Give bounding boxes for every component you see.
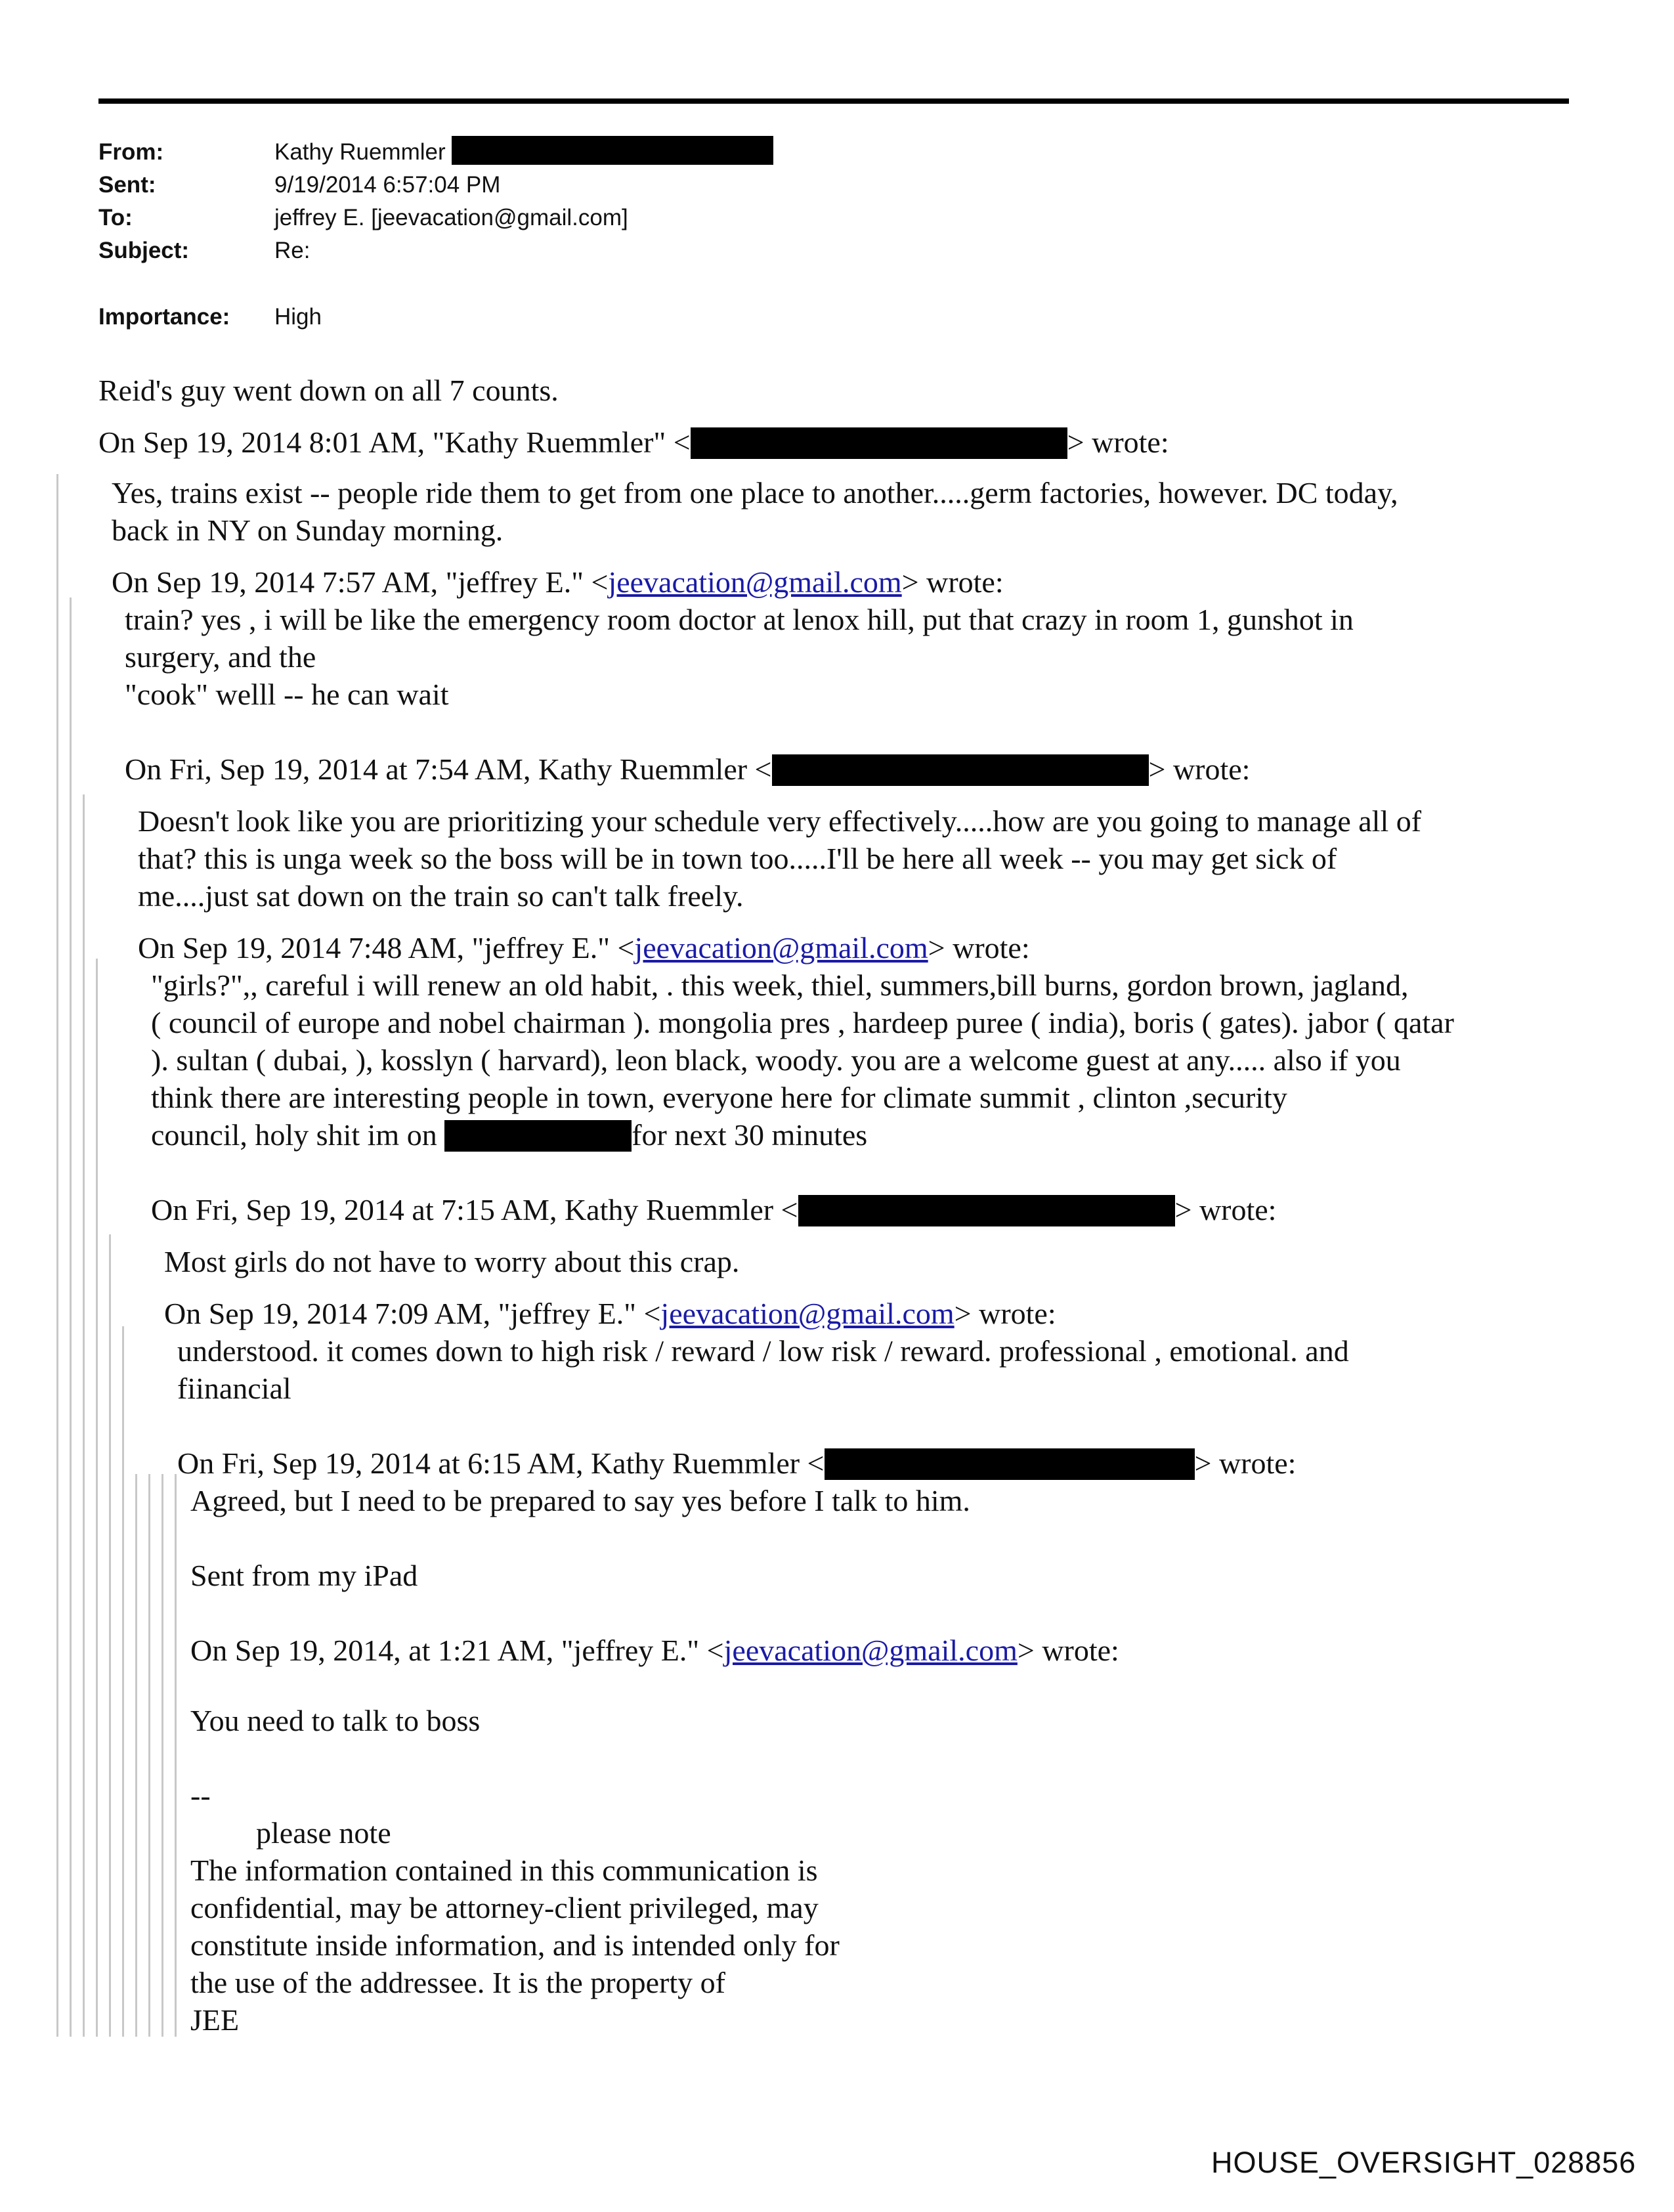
quote-attribution: On Sep 19, 2014 8:01 AM, "Kathy Ruemmler" < > wrote: (98, 425, 1169, 459)
subject-label: Subject: (98, 238, 190, 263)
quote-bar (70, 597, 72, 2037)
body-line: Yes, trains exist -- people ride them to get from one place to another.....germ factories, however. DC today, (112, 476, 1398, 510)
quote-bar (175, 1474, 177, 2037)
quote-bar (109, 1234, 111, 2037)
header-rule (98, 98, 1569, 104)
quote-bar (148, 1474, 150, 2037)
redaction (444, 1120, 632, 1152)
body-line: back in NY on Sunday morning. (112, 513, 504, 547)
quote-bar (83, 794, 85, 2037)
body-line: You need to talk to boss (190, 1704, 481, 1737)
signature-line: confidential, may be attorney-client privileged, may (190, 1891, 819, 1924)
body-line: train? yes , i will be like the emergency room doctor at lenox hill, put that crazy in room 1, gunshot in (125, 603, 1354, 636)
redaction (825, 1448, 1195, 1480)
from-value: Kathy Ruemmler (274, 139, 446, 165)
body-line: Reid's guy went down on all 7 counts. (98, 374, 559, 407)
body-line: think there are interesting people in town, everyone here for climate summit , clinton ,security (151, 1081, 1287, 1114)
quote-attribution: On Fri, Sep 19, 2014 at 7:15 AM, Kathy Ruemmler < > wrote: (151, 1193, 1277, 1226)
body-line: fiinancial (177, 1372, 291, 1405)
email-link[interactable]: jeevacation@gmail.com (608, 565, 902, 599)
body-line: Most girls do not have to worry about this crap. (164, 1245, 740, 1278)
quote-bar (135, 1474, 137, 2037)
body-line: me....just sat down on the train so can't talk freely. (138, 879, 744, 913)
importance-value: High (274, 304, 322, 330)
body-line: Sent from my iPad (190, 1559, 418, 1592)
email-link[interactable]: jeevacation@gmail.com (723, 1634, 1018, 1667)
quote-attribution: On Sep 19, 2014 7:09 AM, "jeffrey E." <jeevacation@gmail.com> wrote: (164, 1297, 1056, 1330)
signature-line: the use of the addressee. It is the property of (190, 1966, 725, 1999)
from-label: From: (98, 139, 164, 165)
quote-attribution: On Sep 19, 2014 7:48 AM, "jeffrey E." <jeevacation@gmail.com> wrote: (138, 931, 1030, 965)
quote-attribution: On Fri, Sep 19, 2014 at 6:15 AM, Kathy Ruemmler < > wrote: (177, 1446, 1297, 1480)
body-line: "cook" welll -- he can wait (125, 678, 449, 711)
body-line: that? this is unga week so the boss will be in town too.....I'll be here all week -- you may get sick of (138, 842, 1337, 875)
quote-bar (56, 474, 58, 2037)
body-line: ( council of europe and nobel chairman ). mongolia pres , hardeep puree ( india), boris ( gates). jabor ( qatar (151, 1006, 1454, 1039)
body-line: "girls?",, careful i will renew an old habit, . this week, thiel, summers,bill burns, gordon brown, jagland, (151, 968, 1409, 1002)
redaction (798, 1195, 1175, 1226)
signature-line: The information contained in this communication is (190, 1854, 818, 1887)
redaction (772, 754, 1149, 786)
body-line: ). sultan ( dubai, ), kosslyn ( harvard), leon black, woody. you are a welcome guest at any..... also if you (151, 1043, 1401, 1077)
signature-line: JEE (190, 2003, 240, 2037)
body-line: Doesn't look like you are prioritizing your schedule very effectively.....how are you going to manage all of (138, 804, 1422, 838)
quote-bar (161, 1474, 163, 2037)
redaction (691, 427, 1067, 459)
to-value: jeffrey E. [jeevacation@gmail.com] (274, 205, 628, 230)
bates-number: HOUSE_OVERSIGHT_028856 (1211, 2146, 1637, 2179)
signature-note: please note (256, 1816, 391, 1850)
subject-value: Re: (274, 238, 311, 263)
signature-line: constitute inside information, and is intended only for (190, 1928, 840, 1962)
quote-attribution: On Fri, Sep 19, 2014 at 7:54 AM, Kathy Ruemmler < > wrote: (125, 752, 1251, 786)
sent-value: 9/19/2014 6:57:04 PM (274, 172, 501, 198)
signature-dash: -- (190, 1779, 211, 1812)
to-label: To: (98, 205, 133, 230)
body-line: Agreed, but I need to be prepared to say yes before I talk to him. (190, 1484, 970, 1517)
quote-bar (122, 1326, 124, 2037)
email-link[interactable]: jeevacation@gmail.com (634, 931, 928, 965)
sent-label: Sent: (98, 172, 156, 198)
body-line: surgery, and the (125, 640, 316, 674)
quote-attribution: On Sep 19, 2014, at 1:21 AM, "jeffrey E." <jeevacation@gmail.com> wrote: (190, 1634, 1119, 1667)
body-line: council, holy shit im on for next 30 minutes (151, 1118, 868, 1152)
quote-bar (96, 959, 98, 2037)
email-link[interactable]: jeevacation@gmail.com (660, 1297, 955, 1330)
importance-label: Importance: (98, 304, 230, 330)
redaction (452, 136, 773, 165)
quote-attribution: On Sep 19, 2014 7:57 AM, "jeffrey E." <jeevacation@gmail.com> wrote: (112, 565, 1004, 599)
body-line: understood. it comes down to high risk / reward / low risk / reward. professional , emotional. and (177, 1334, 1349, 1368)
